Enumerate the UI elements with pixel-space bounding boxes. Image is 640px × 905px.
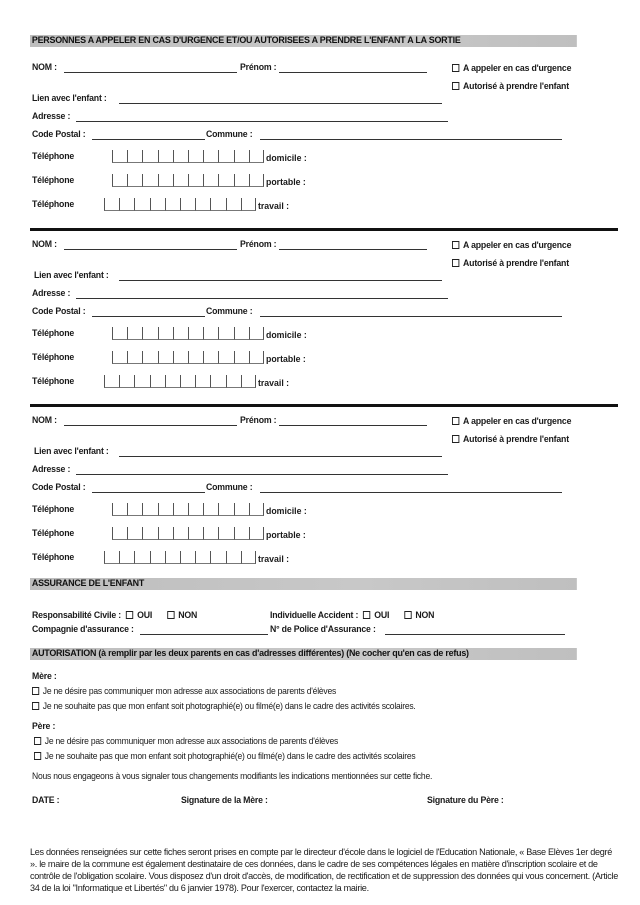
section-header-authorization — [30, 648, 577, 660]
telephone-label: Téléphone — [32, 328, 75, 339]
adresse-field[interactable] — [76, 298, 448, 299]
option-text: Je ne désire pas communiquer mon adresse aux associations de parents d'élèves — [42, 686, 337, 697]
autorise-checkbox[interactable] — [452, 259, 459, 267]
nom-label: NOM : — [32, 62, 57, 73]
phone-travail-input[interactable] — [104, 375, 256, 388]
phone-travail-label: travail : — [258, 378, 290, 389]
telephone-label: Téléphone — [32, 528, 75, 539]
lien-field[interactable] — [119, 280, 442, 281]
autorise-checkbox[interactable] — [452, 435, 459, 443]
prenom-field[interactable] — [279, 72, 427, 73]
urgence-label: A appeler en cas d'urgence — [463, 63, 572, 74]
phone-domicile-input[interactable] — [112, 150, 264, 163]
telephone-label: Téléphone — [32, 151, 75, 162]
urgence-label: A appeler en cas d'urgence — [463, 416, 572, 427]
prenom-label: Prénom : — [240, 62, 277, 73]
phone-travail-label: travail : — [258, 201, 290, 212]
phone-domicile-input[interactable] — [112, 327, 264, 340]
police-label: N° de Police d'Assurance : — [270, 624, 376, 635]
pere-photo-checkbox[interactable] — [34, 752, 41, 760]
lien-label: Lien avec l'enfant : — [34, 446, 109, 457]
section-header-insurance — [30, 578, 577, 590]
police-field[interactable] — [385, 634, 565, 635]
lien-label: Lien avec l'enfant : — [32, 93, 107, 104]
telephone-label: Téléphone — [32, 376, 75, 387]
option-text: Je ne désire pas communiquer mon adresse aux associations de parents d'élèves — [44, 736, 339, 747]
phone-portable-input[interactable] — [112, 351, 264, 364]
adresse-label: Adresse : — [32, 464, 71, 475]
section-title: ASSURANCE DE L'ENFANT — [31, 578, 145, 589]
phone-portable-input[interactable] — [112, 174, 264, 187]
phone-travail-input[interactable] — [104, 551, 256, 564]
pere-address-checkbox[interactable] — [34, 737, 41, 745]
phone-travail-label: travail : — [258, 554, 290, 565]
phone-portable-label: portable : — [266, 177, 306, 188]
pere-label: Père : — [32, 721, 56, 732]
telephone-label: Téléphone — [32, 175, 75, 186]
mere-photo-checkbox[interactable] — [32, 702, 39, 710]
phone-domicile-input[interactable] — [112, 503, 264, 516]
ia-non-label: NON — [415, 610, 435, 621]
phone-domicile-label: domicile : — [266, 153, 307, 164]
prenom-label: Prénom : — [240, 239, 277, 250]
date-label: DATE : — [32, 795, 60, 806]
prenom-field[interactable] — [279, 425, 427, 426]
mere-label: Mère : — [32, 671, 57, 682]
urgence-checkbox[interactable] — [452, 417, 459, 425]
nom-label: NOM : — [32, 239, 57, 250]
code-postal-label: Code Postal : — [32, 482, 86, 493]
phone-domicile-label: domicile : — [266, 330, 307, 341]
commune-label: Commune : — [206, 306, 253, 317]
ia-non-checkbox[interactable] — [404, 611, 411, 619]
section-title: AUTORISATION (à remplir par les deux parents en cas d'adresses différentes) (Ne cocher qu'en cas de refus) — [31, 648, 469, 659]
lien-field[interactable] — [119, 103, 442, 104]
telephone-label: Téléphone — [32, 199, 75, 210]
code-postal-label: Code Postal : — [32, 306, 86, 317]
autorise-option[interactable] — [452, 81, 569, 92]
commune-field[interactable] — [260, 492, 562, 493]
urgence-option[interactable] — [452, 240, 571, 251]
option-text: Je ne souhaite pas que mon enfant soit photographié(e) ou filmé(e) dans le cadre des activités scolaires. — [42, 701, 416, 712]
mere-address-checkbox[interactable] — [32, 687, 39, 695]
code-postal-label: Code Postal : — [32, 129, 86, 140]
telephone-label: Téléphone — [32, 504, 75, 515]
phone-portable-label: portable : — [266, 354, 306, 365]
rc-label: Responsabilité Civile : — [32, 610, 122, 621]
commune-field[interactable] — [260, 316, 562, 317]
nom-field[interactable] — [64, 249, 237, 250]
commitment-text: Nous nous engageons à vous signaler tous changements modifiants les indications mentionnées sur cette fiche. — [32, 771, 433, 782]
nom-field[interactable] — [64, 72, 237, 73]
pere-option-address[interactable] — [34, 736, 338, 747]
mere-option-photo[interactable] — [32, 701, 416, 712]
commune-label: Commune : — [206, 129, 253, 140]
compagnie-label: Compagnie d'assurance : — [32, 624, 134, 635]
urgence-option[interactable] — [452, 416, 571, 427]
contact-separator — [30, 228, 618, 231]
pere-option-photo[interactable] — [34, 751, 415, 762]
autorise-label: Autorisé à prendre l'enfant — [463, 258, 569, 269]
telephone-label: Téléphone — [32, 552, 75, 563]
autorise-option[interactable] — [452, 434, 569, 445]
commune-field[interactable] — [260, 139, 562, 140]
section-header-contacts — [30, 35, 577, 47]
phone-travail-input[interactable] — [104, 198, 256, 211]
signature-pere-label: Signature du Père : — [427, 795, 504, 806]
telephone-label: Téléphone — [32, 352, 75, 363]
autorise-checkbox[interactable] — [452, 82, 459, 90]
phone-domicile-label: domicile : — [266, 506, 307, 517]
prenom-field[interactable] — [279, 249, 427, 250]
code-postal-field[interactable] — [92, 316, 205, 317]
phone-portable-label: portable : — [266, 530, 306, 541]
urgence-option[interactable] — [452, 63, 571, 74]
privacy-notice: Les données renseignées sur cette fiches seront prises en compte par le directeur d'école dans le logiciel de l'Education Nationale, « Base Elèves 1er degré ». le maire de la commune est également destinataire de ces données, dans le cadre de ses compétences légales en matière d'inscription scolaire et de contrôle de l'obligation scolaire. Vous disposez d'un droit d'accès, de modification, de rectification et de suppression des données qui vous concernent. (Article 34 de la loi "Informatique et Libertés" du 6 janvier 1978). Pour l'exercer, contactez la mairie. — [30, 847, 618, 893]
contact-separator — [30, 404, 618, 407]
phone-portable-input[interactable] — [112, 527, 264, 540]
autorise-label: Autorisé à prendre l'enfant — [463, 434, 569, 445]
adresse-field[interactable] — [76, 121, 448, 122]
commune-label: Commune : — [206, 482, 253, 493]
ia-oui-label: OUI — [374, 610, 390, 621]
ia-row — [270, 610, 434, 621]
urgence-label: A appeler en cas d'urgence — [463, 240, 572, 251]
rc-row — [32, 610, 197, 621]
code-postal-field[interactable] — [92, 492, 205, 493]
rc-oui-label: OUI — [137, 610, 153, 621]
signature-mere-label: Signature de la Mère : — [181, 795, 268, 806]
lien-label: Lien avec l'enfant : — [34, 270, 109, 281]
adresse-label: Adresse : — [32, 288, 71, 299]
section-title: PERSONNES A APPELER EN CAS D'URGENCE ET/OU AUTORISEES A PRENDRE L'ENFANT A LA SORTIE — [31, 35, 461, 46]
autorise-option[interactable] — [452, 258, 569, 269]
ia-label: Individuelle Accident : — [270, 610, 359, 621]
mere-option-address[interactable] — [32, 686, 336, 697]
urgence-checkbox[interactable] — [452, 64, 459, 72]
lien-field[interactable] — [119, 456, 442, 457]
nom-label: NOM : — [32, 415, 57, 426]
adresse-field[interactable] — [76, 474, 448, 475]
rc-non-label: NON — [178, 610, 198, 621]
rc-oui-checkbox[interactable] — [126, 611, 133, 619]
prenom-label: Prénom : — [240, 415, 277, 426]
option-text: Je ne souhaite pas que mon enfant soit photographié(e) ou filmé(e) dans le cadre des activités scolaires — [44, 751, 416, 762]
compagnie-field[interactable] — [140, 634, 268, 635]
code-postal-field[interactable] — [92, 139, 205, 140]
rc-non-checkbox[interactable] — [167, 611, 174, 619]
urgence-checkbox[interactable] — [452, 241, 459, 249]
adresse-label: Adresse : — [32, 111, 71, 122]
autorise-label: Autorisé à prendre l'enfant — [463, 81, 569, 92]
nom-field[interactable] — [64, 425, 237, 426]
ia-oui-checkbox[interactable] — [363, 611, 370, 619]
